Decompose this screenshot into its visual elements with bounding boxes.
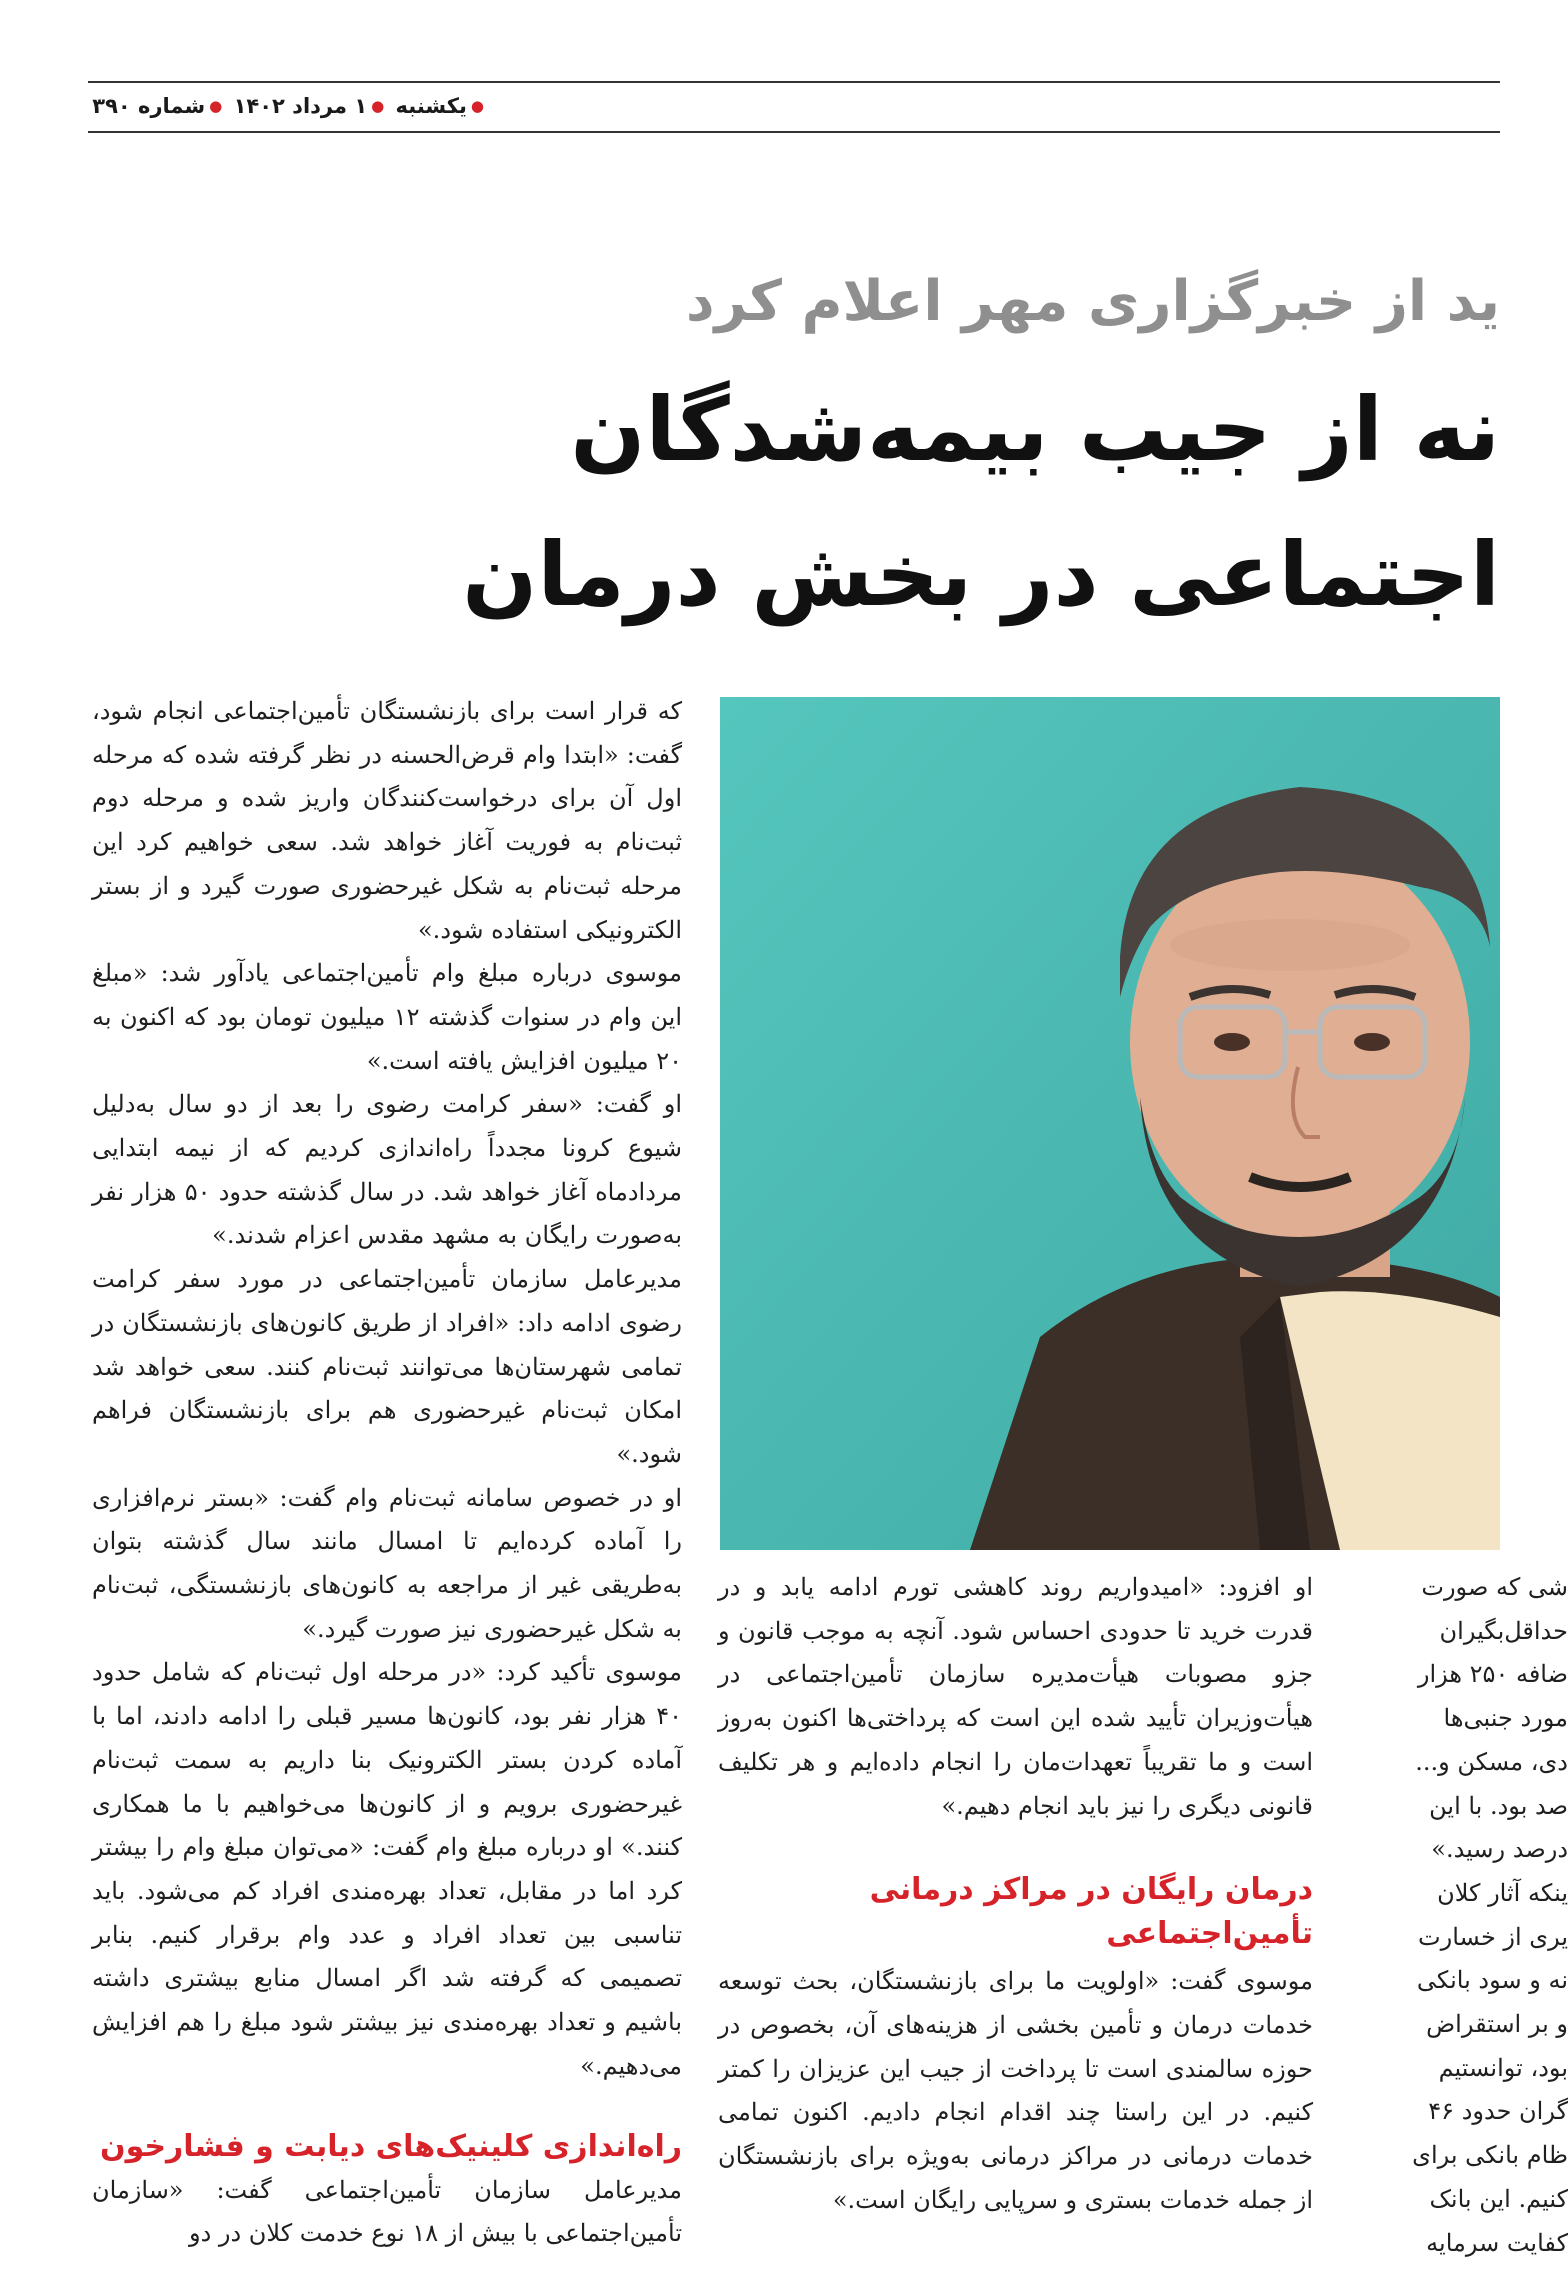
bullet-dot: ● [371,97,385,115]
article-line: کفایت سرمایه [1426,2228,1568,2257]
article-paragraph: او گفت: «سفر کرامت رضوی را بعد از دو سال به‌دلیل شیوع کرونا مجدداً راه‌اندازی کردیم که از نیمه ابتدایی مردادماه آغاز خواهد شد. در سال گذشته حدود ۵۰ هزار نفر به‌صورت رایگان به مشهد مقدس اعزام شدند.» [92,1090,682,1250]
article-line: و بر استقراض [1426,2010,1568,2039]
article-line: ینکه آثار کلان [1437,1878,1568,1907]
article-line: دی، مسکن و... [1415,1747,1568,1776]
article-line: کنیم. این بانک [1429,2184,1568,2213]
article-column-left [92,690,682,2279]
bullet-dot: ● [209,97,223,115]
headline-line-1: نه از جیب بیمه‌شدگان [570,378,1500,481]
headline-line-2: اجتماعی در بخش درمان [462,523,1500,626]
article-photo [720,697,1500,1550]
article-line: بود، توانستیم [1438,2053,1568,2082]
article-line: ظام بانکی برای [1412,2141,1568,2170]
article-line: صد بود. با این [1429,1791,1568,1820]
article-line: نه و سود بانکی [1416,1966,1568,1995]
issue-dateline [88,86,488,126]
article-paragraph: مدیرعامل سازمان تأمین‌اجتماعی گفت: «سازمان تأمین‌اجتماعی با بیش از ۱۸ نوع خدمت کلان در دو [92,2175,682,2248]
issue-day: یکشنبه [395,94,467,118]
section-subhead-clinics: راه‌اندازی کلینیک‌های دیابت و فشارخون [99,2128,682,2164]
article-paragraph: او افزود: «امیدواریم روند کاهشی تورم ادامه یابد و در قدرت خرید تا حدودی احساس شود. آنچه به موجب قانون و جزو مصوبات هیأت‌مدیره سازمان تأمین‌اجتماعی در هیأت‌وزیران تأیید شده این است که پرداختی‌ها اکنون به‌روز است و ما تقریباً تعهدات‌مان را انجام داده‌ایم و هر تکلیف قانونی دیگری را نیز باید انجام دهیم.» [718,1573,1313,1820]
article-line: درصد رسید.» [1431,1835,1568,1864]
article-column-middle [718,1566,1313,2279]
bullet-dot: ● [470,97,484,115]
article-line: گران حدود ۴۶ [1428,2097,1568,2126]
article-line: حداقل‌بگیران [1439,1616,1568,1645]
article-line: ضافه ۲۵۰ هزار [1417,1660,1568,1689]
article-paragraph: او در خصوص سامانه ثبت‌نام وام گفت: «بستر نرم‌افزاری را آماده کرده‌ایم تا امسال مانند سال گذشته بتوان به‌طریقی غیر از مراجعه به کانون‌های بازنشستگی، ثبت‌نام به شکل غیرحضوری نیز صورت گیرد.» [92,1483,682,1643]
article-column-right-cropped [1348,1566,1568,2279]
article-line: شی که صورت [1421,1573,1568,1601]
article-paragraph: که قرار است برای بازنشستگان تأمین‌اجتماعی انجام شود، گفت: «ابتدا وام قرض‌الحسنه در نظر گرفته شده که مرحله اول آن برای درخواست‌کنندگان واریز شده و مرحله دوم ثبت‌نام به فوریت آغاز خواهد شد. سعی خواهیم کرد این مرحله ثبت‌نام به شکل غیرحضوری صورت گیرد و از بستر الکترونیکی استفاده شود.» [92,697,682,944]
header-bottom-rule [88,131,1500,133]
headline-kicker: ید از خبرگزاری مهر اعلام کرد [685,269,1500,334]
header-top-rule [88,81,1500,83]
issue-number: شماره ۳۹۰ [92,94,206,118]
article-line: یری از خسارت [1418,1922,1568,1951]
article-paragraph: موسوی گفت: «اولویت ما برای بازنشستگان، بحث توسعه خدمات درمان و تأمین بخشی از هزینه‌های آن، بخصوص در حوزه سالمندی است تا پرداخت از جیب این عزیزان را کمتر کنیم. در این راستا چند اقدام انجام دادیم. اکنون تمامی خدمات درمانی در مراکز درمانی به‌ویژه برای بازنشستگان از جمله خدمات بستری و سرپایی رایگان است.» [718,1967,1313,2214]
issue-date: ۱ مرداد ۱۴۰۲ [233,94,368,118]
article-paragraph: مدیرعامل سازمان تأمین‌اجتماعی در مورد سفر کرامت رضوی ادامه داد: «افراد از طریق کانون‌های بازنشستگان در تمامی شهرستان‌ها می‌توانند ثبت‌نام کنند. سعی خواهد شد امکان ثبت‌نام غیرحضوری هم برای بازنشستگان فراهم شود.» [92,1265,682,1468]
article-paragraph: موسوی تأکید کرد: «در مرحله اول ثبت‌نام که شامل حدود ۴۰ هزار نفر بود، کانون‌ها مسیر قبلی را ادامه دادند، اما با آماده کردن بستر الکترونیک بنا داریم به سمت ثبت‌نام غیرحضوری برویم و از کانون‌ها می‌خواهیم با ما همکاری کنند.» او درباره مبلغ وام گفت: «می‌توان مبلغ وام را بیشتر کرد اما در مقابل، تعداد بهره‌مندی افراد کم می‌شود. باید تناسبی بین تعداد افراد و عدد وام برقرار کنیم. بنابر تصمیمی که گرفته شد اگر امسال منابع بیشتری داشته باشیم و تعداد بهره‌مندی نیز بیشتر شود مبلغ را هم افزایش می‌دهیم.» [92,1658,682,2080]
article-line: مورد جنبی‌ها [1443,1704,1568,1733]
section-subhead-free-treatment: درمان رایگان در مراکز درمانی تأمین‌اجتماعی [869,1872,1313,1952]
article-paragraph: موسوی درباره مبلغ وام تأمین‌اجتماعی یادآور شد: «مبلغ این وام در سنوات گذشته ۱۲ میلیون تومان بود که اکنون به ۲۰ میلیون افزایش یافته است.» [92,959,682,1075]
